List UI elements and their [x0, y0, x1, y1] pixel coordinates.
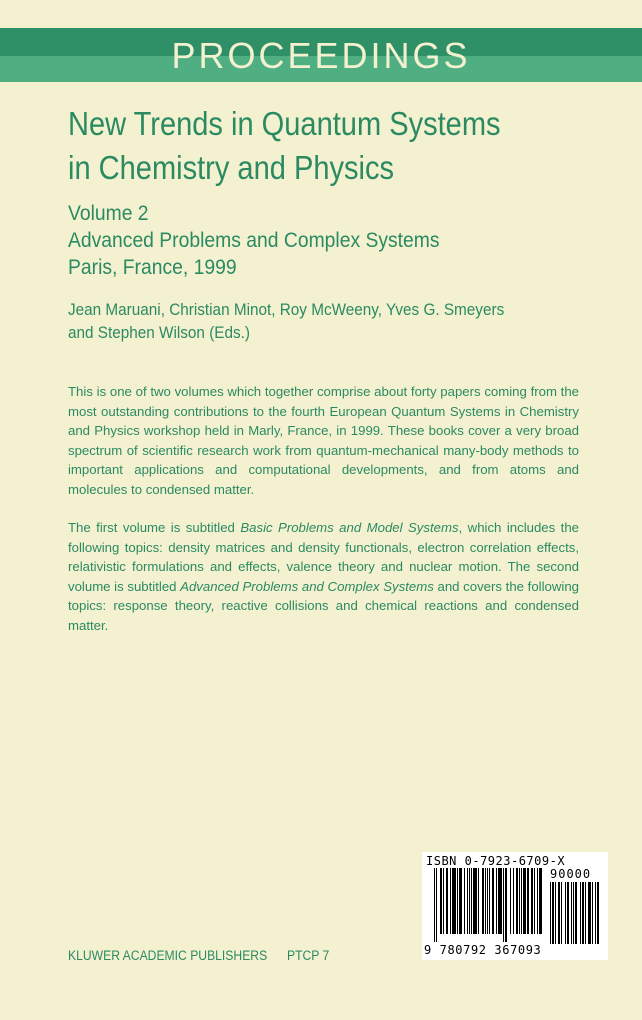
- barcode-bar: [558, 882, 560, 944]
- barcode-addon-bars: [550, 882, 602, 944]
- barcode-bar: [450, 868, 451, 934]
- barcode-bar: [582, 882, 584, 944]
- barcode-bar: [436, 868, 437, 942]
- barcode-bar: [492, 868, 494, 934]
- barcode-bar: [505, 868, 507, 942]
- barcode-bar: [537, 868, 538, 934]
- barcode-bar: [597, 882, 599, 944]
- barcode-bar: [561, 882, 562, 944]
- barcode-bar: [595, 882, 596, 944]
- title-line-2: in Chemistry and Physics: [68, 149, 395, 186]
- barcode-bar: [573, 882, 574, 944]
- p2-text-3: and covers the following topics: response theory, reactive collisions and chemical reactions and condensed matter.: [68, 578, 579, 633]
- barcode-bar: [588, 882, 591, 944]
- editors-line-1: Jean Maruani, Christian Minot, Roy McWeeny, Yves G. Smeyers: [68, 300, 505, 319]
- barcode-bar: [457, 868, 458, 934]
- barcode-bar: [580, 882, 581, 944]
- barcode-bar: [555, 882, 556, 944]
- barcode-bar: [434, 868, 435, 942]
- barcode-main-bars: [434, 868, 544, 942]
- barcode-bar: [571, 882, 572, 944]
- barcode-bar: [550, 882, 551, 944]
- editors-line-2: and Stephen Wilson (Eds.): [68, 323, 250, 342]
- barcode-bar: [534, 868, 535, 934]
- barcode-bar: [503, 868, 504, 942]
- blurb: [68, 382, 579, 654]
- barcode-bar: [510, 868, 511, 934]
- barcode-bar: [527, 868, 529, 934]
- barcode-bar: [489, 868, 490, 934]
- barcode-bar: [519, 868, 520, 934]
- barcode-bar: [443, 868, 444, 934]
- barcode-bar: [552, 882, 554, 944]
- barcode-bar: [539, 868, 542, 934]
- barcode-bar: [464, 868, 465, 934]
- book-title: [68, 102, 501, 190]
- isbn-barcode: [422, 852, 608, 960]
- barcode-bar: [523, 868, 526, 934]
- barcode-bar: [567, 882, 569, 944]
- barcode-bar: [565, 882, 566, 944]
- volume-number: Volume 2: [68, 202, 149, 225]
- barcode-bar: [585, 882, 586, 944]
- p2-text-1: The first volume is subtitled: [68, 520, 241, 535]
- barcode-bar: [498, 868, 502, 934]
- p2-italic-1: Basic Problems and Model Systems: [240, 520, 459, 535]
- barcode-bar: [469, 868, 470, 934]
- publisher-name: KLUWER ACADEMIC PUBLISHERS: [68, 948, 268, 963]
- barcode-bar: [575, 882, 577, 944]
- p2-text-2: , which includes the following topics: density matrices and density functionals, electron correlation effects, relativistic formulations and effects, valence theory and nuclear motion. The second volume is subtitled: [68, 520, 579, 594]
- p2-italic-2: Advanced Problems and Complex Systems: [180, 578, 434, 594]
- title-line-1: New Trends in Quantum Systems: [68, 105, 501, 142]
- barcode-bar: [452, 868, 456, 934]
- barcode-bar: [467, 868, 468, 934]
- barcode-bar: [478, 868, 479, 934]
- barcode-bar: [473, 868, 477, 934]
- blurb-paragraph-1: This is one of two volumes which together comprise about forty papers coming from the most outstanding contributions to the fourth European Quantum Systems in Chemistry and Physics workshop held in Marly, France, in 1999. These books cover a very broad spectrum of scientific research work from quantum-mechanical many-body methods to important applications and computational developments, and from atoms and molecules to condensed matter.: [68, 384, 579, 497]
- volume-subtitle: Advanced Problems and Complex Systems: [68, 229, 440, 252]
- barcode-bar: [516, 868, 518, 934]
- barcode-bar: [459, 868, 462, 934]
- barcode-bar: [487, 868, 488, 934]
- barcode-bar: [592, 882, 593, 944]
- barcode-bar: [531, 868, 533, 934]
- barcode-bar: [496, 868, 497, 934]
- barcode-bar: [521, 868, 522, 934]
- blurb-paragraph-2: [68, 518, 579, 635]
- addon-code: 90000: [550, 867, 592, 881]
- volume-info: [68, 200, 440, 281]
- barcode-bar: [513, 868, 514, 934]
- isbn-text: ISBN 0-7923-6709-X: [426, 854, 566, 868]
- place-year: Paris, France, 1999: [68, 256, 237, 279]
- barcode-bar: [471, 868, 472, 934]
- series-label: PROCEEDINGS: [171, 35, 471, 76]
- editors: [68, 298, 504, 344]
- ean-number: 9 780792 367093: [424, 943, 542, 957]
- barcode-bar: [485, 868, 486, 934]
- series-number: PTCP 7: [287, 948, 330, 963]
- barcode-bar: [482, 868, 484, 934]
- barcode-bar: [446, 868, 448, 934]
- barcode-bar: [440, 868, 442, 934]
